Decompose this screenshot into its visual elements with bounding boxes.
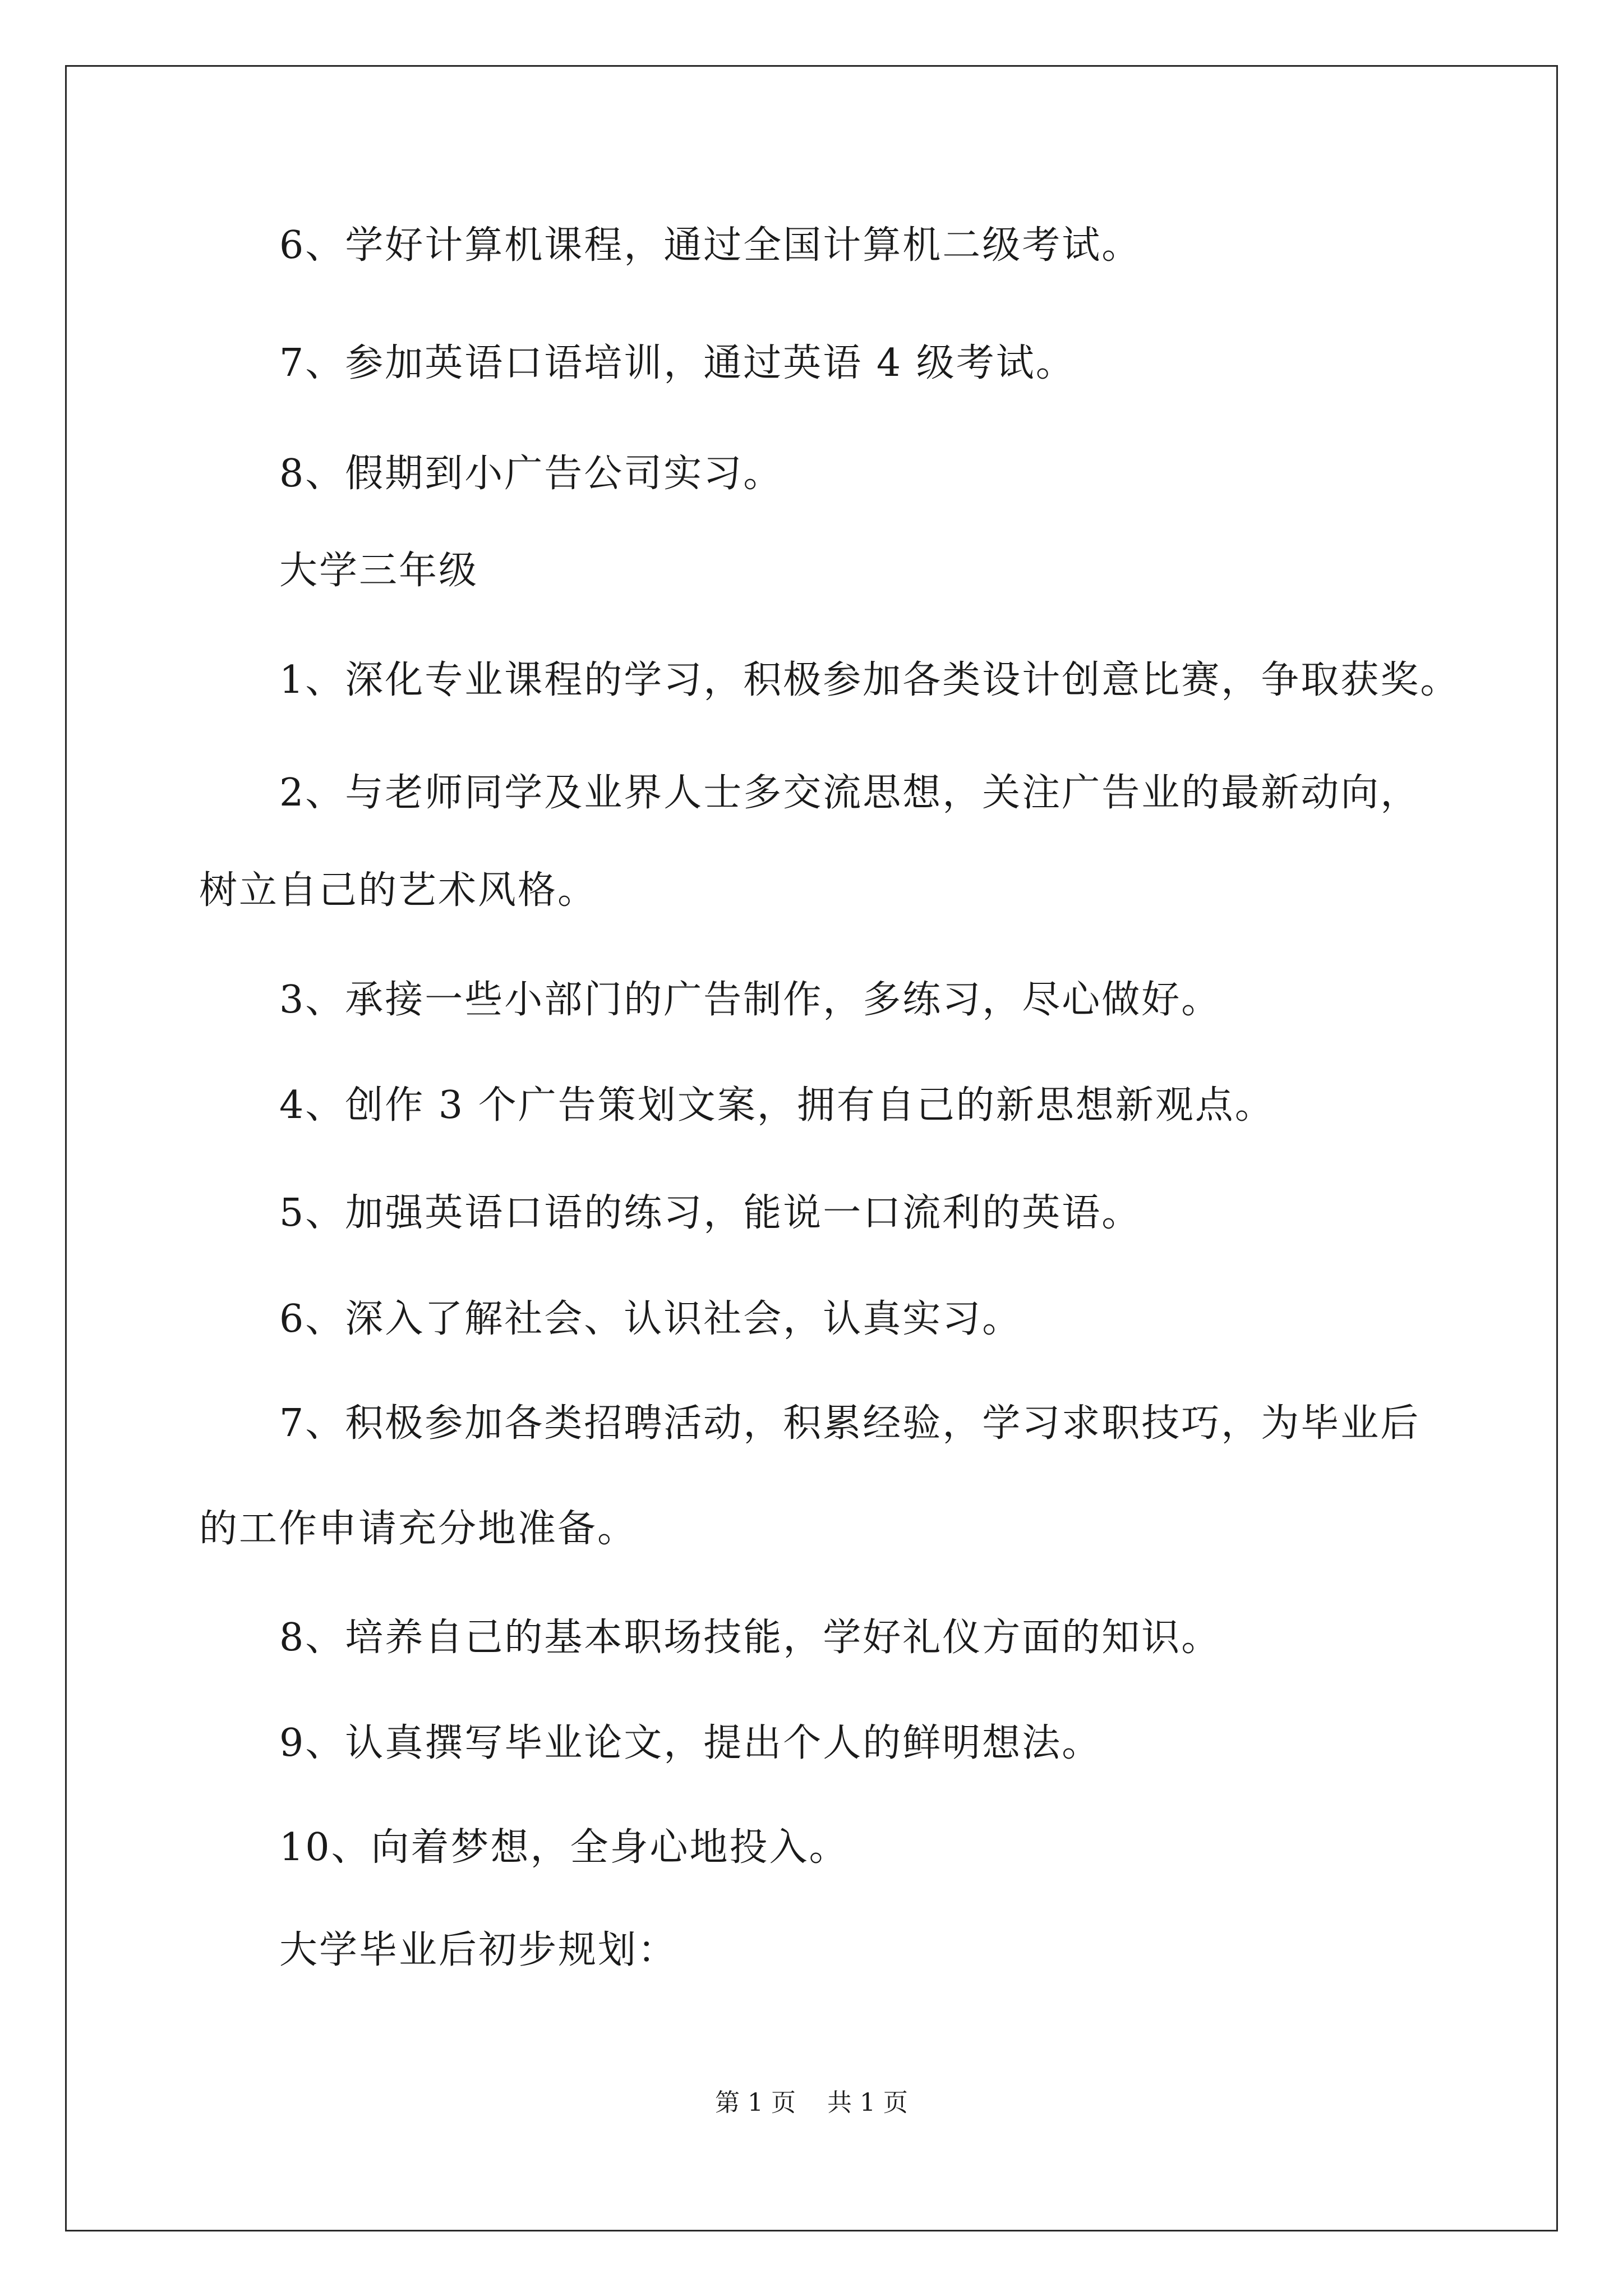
paragraph-line: 5、加强英语口语的练习，能说一口流利的英语。 bbox=[279, 1191, 1142, 1235]
paragraph-line: 6、深入了解社会、认识社会，认真实习。 bbox=[279, 1297, 1022, 1341]
page-number-footer: 第 1 页 共 1 页 bbox=[715, 2088, 908, 2117]
paragraph-line: 1、深化专业课程的学习，积极参加各类设计创意比赛，争取获奖。 bbox=[279, 658, 1460, 702]
paragraph-line: 树立自己的艺术风格。 bbox=[199, 868, 598, 913]
section-heading: 大学毕业后初步规划： bbox=[279, 1928, 678, 1972]
paragraph-line: 6、学好计算机课程，通过全国计算机二级考试。 bbox=[279, 223, 1142, 268]
section-heading: 大学三年级 bbox=[279, 549, 479, 593]
paragraph-line: 8、假期到小广告公司实习。 bbox=[279, 452, 783, 496]
paragraph-line: 4、创作 3 个广告策划文案，拥有自己的新思想新观点。 bbox=[279, 1083, 1275, 1128]
paragraph-line: 8、培养自己的基本职场技能，学好礼仪方面的知识。 bbox=[279, 1616, 1221, 1660]
paragraph-line: 的工作申请充分地准备。 bbox=[199, 1507, 638, 1551]
paragraph-line: 7、参加英语口语培训，通过英语 4 级考试。 bbox=[279, 341, 1076, 385]
paragraph-line: 2、与老师同学及业界人士多交流思想，关注广告业的最新动向， bbox=[279, 771, 1421, 815]
paragraph-line: 7、积极参加各类招聘活动，积累经验，学习求职技巧，为毕业后 bbox=[279, 1401, 1421, 1446]
paragraph-line: 3、承接一些小部门的广告制作，多练习，尽心做好。 bbox=[279, 978, 1221, 1022]
paragraph-line: 10、向着梦想，全身心地投入。 bbox=[279, 1825, 849, 1870]
paragraph-line: 9、认真撰写毕业论文，提出个人的鲜明想法。 bbox=[279, 1721, 1102, 1765]
